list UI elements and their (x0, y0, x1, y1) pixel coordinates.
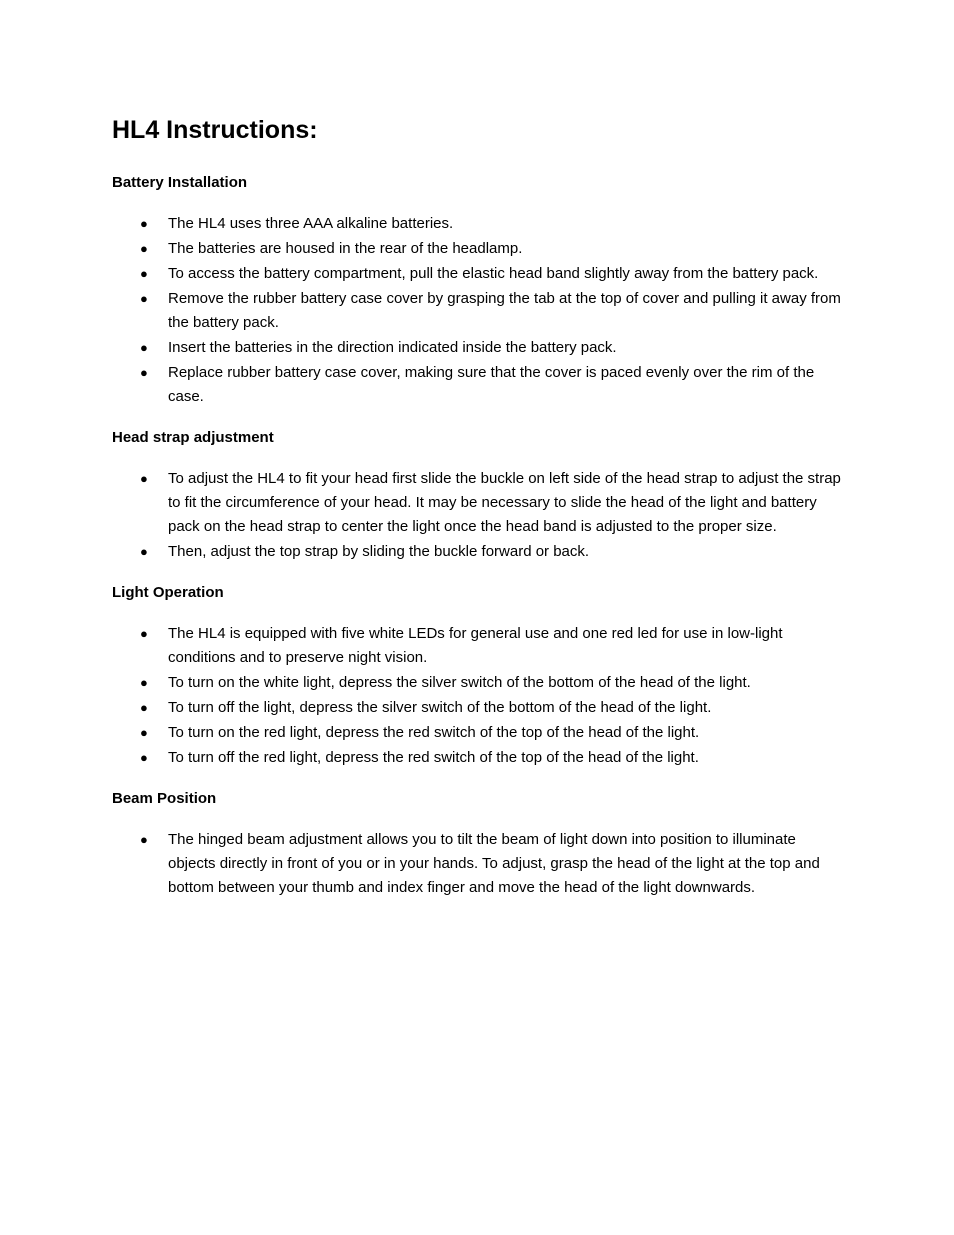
list-item (112, 622, 844, 670)
bullet-icon: ● (140, 291, 148, 306)
bullet-icon: ● (140, 241, 148, 256)
bullet-list (112, 828, 844, 900)
list-item (112, 671, 844, 695)
list-item-text: The batteries are housed in the rear of the headlamp. (168, 240, 523, 257)
list-item-text: Then, adjust the top strap by sliding the buckle forward or back. (168, 543, 590, 560)
bullet-icon: ● (140, 216, 148, 231)
list-item (112, 721, 844, 745)
list-item-text: The HL4 uses three AAA alkaline batteries. (168, 215, 454, 232)
list-item (112, 540, 844, 564)
list-item (112, 361, 844, 409)
section-heading: Beam Position (112, 790, 217, 807)
list-item-text: Replace rubber battery case cover, making sure that the cover is paced evenly over the rim of the case. (168, 364, 815, 405)
section-light-operation (112, 582, 844, 770)
section-beam-position (112, 788, 844, 900)
document-title: HL4 Instructions: (112, 116, 318, 144)
list-item (112, 287, 844, 335)
list-item-text: To turn off the red light, depress the red switch of the top of the head of the light. (168, 749, 699, 766)
bullet-icon: ● (140, 365, 148, 380)
list-item (112, 336, 844, 360)
bullet-icon: ● (140, 832, 148, 847)
list-item (112, 746, 844, 770)
bullet-icon: ● (140, 626, 148, 641)
list-item-text: To turn off the light, depress the silver switch of the bottom of the head of the light. (168, 699, 712, 716)
list-item-text: Insert the batteries in the direction indicated inside the battery pack. (168, 339, 617, 356)
bullet-icon: ● (140, 725, 148, 740)
list-item-text: Remove the rubber battery case cover by grasping the tab at the top of cover and pulling it away from the battery pack. (168, 290, 841, 331)
bullet-icon: ● (140, 750, 148, 765)
bullet-icon: ● (140, 340, 148, 355)
list-item (112, 828, 844, 900)
bullet-list (112, 622, 844, 770)
bullet-icon: ● (140, 700, 148, 715)
bullet-icon: ● (140, 471, 148, 486)
section-heading: Head strap adjustment (112, 429, 274, 446)
list-item-text: To turn on the white light, depress the silver switch of the bottom of the head of the light. (168, 674, 751, 691)
section-heading: Battery Installation (112, 174, 248, 191)
section-battery-installation (112, 172, 844, 409)
list-item-text: To adjust the HL4 to fit your head first slide the buckle on left side of the head strap to adjust the strap to fit the circumference of your head. It may be necessary to slide the head of the light and battery pack on the head strap to center the light once the head band is adjusted to the proper size. (168, 470, 841, 535)
list-item (112, 696, 844, 720)
list-item-text: To turn on the red light, depress the red switch of the top of the head of the light. (168, 724, 700, 741)
bullet-icon: ● (140, 544, 148, 559)
bullet-icon: ● (140, 266, 148, 281)
list-item-text: The hinged beam adjustment allows you to tilt the beam of light down into position to illuminate objects directly in front of you or in your hands. To adjust, grasp the head of the light at the top and bottom between your thumb and index finger and move the head of the light downwards. (168, 831, 820, 896)
bullet-list (112, 212, 844, 409)
list-item (112, 212, 844, 236)
list-item (112, 467, 844, 539)
list-item-text: The HL4 is equipped with five white LEDs for general use and one red led for use in low-light conditions and to preserve night vision. (168, 625, 783, 666)
section-head-strap-adjustment (112, 427, 844, 564)
section-heading: Light Operation (112, 584, 224, 601)
list-item (112, 237, 844, 261)
list-item (112, 262, 844, 286)
bullet-icon: ● (140, 675, 148, 690)
bullet-list (112, 467, 844, 564)
list-item-text: To access the battery compartment, pull the elastic head band slightly away from the battery pack. (168, 265, 819, 282)
